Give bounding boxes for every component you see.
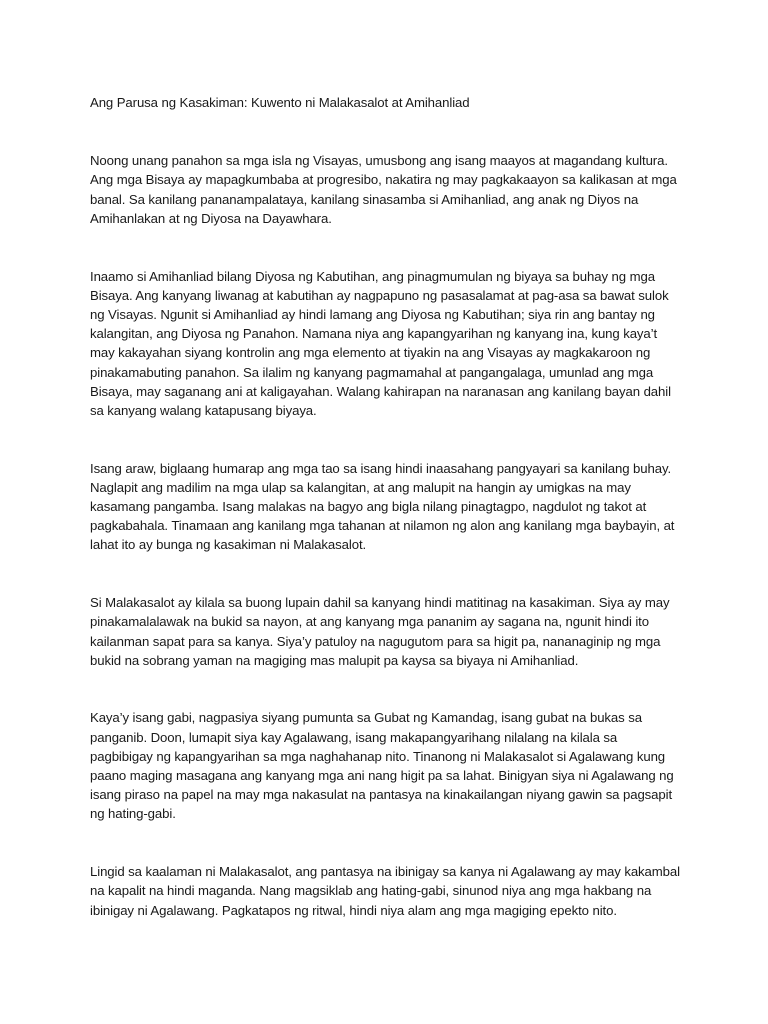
document-title: Ang Parusa ng Kasakiman: Kuwento ni Malakasalot at Amihanliad	[90, 95, 470, 110]
paragraph-2: Inaamo si Amihanliad bilang Diyosa ng Kabutihan, ang pinagmumulan ng biyaya sa buhay ng mga Bisaya. Ang kanyang liwanag at kabutihan ay nagpapuno ng pasasalamat at pag-asa sa bawat sulok ng Visayas. Ngunit si Amihanliad ay hindi lamang ang Diyosa ng Kabutihan; siya rin ang bantay ng kalangitan, ang Diyosa ng Panahon. Namana niya ang kapangyarihan ng kanyang ina, kung kaya’t may kakayahan siyang kontrolin ang mga elemento at tiyakin na ang Visayas ay magkakaroon ng pinakamabuting panahon. Sa ilalim ng kanyang pagmamahal at pangangalaga, umunlad ang mga Bisaya, may saganang ani at kaligayahan. Walang kahirapan na naranasan ang kanilang bayan dahil sa kanyang walang katapusang biyaya.	[90, 268, 671, 418]
paragraph-6: Lingid sa kaalaman ni Malakasalot, ang pantasya na ibinigay sa kanya ni Agalawang ay may kakambal na kapalit na hindi maganda. Nang magsiklab ang hating-gabi, sinunod niya ang mga hakbang na ibinigay ni Agalawang. Pagkatapos ng ritwal, hindi niya alam ang mga magiging epekto nito.	[90, 864, 680, 918]
paragraph-1: Noong unang panahon sa mga isla ng Visayas, umusbong ang isang maayos at magandang kultura. Ang mga Bisaya ay mapagkumbaba at progresibo, nakatira ng may pagkakaayon sa kalikasan at mga banal. Sa kanilang pananampalataya, kanilang sinasamba si Amihanliad, ang anak ng Diyos na Amihanlakan at ng Diyosa na Dayawhara.	[90, 153, 677, 226]
document-body	[90, 93, 680, 958]
paragraph-3: Isang araw, biglaang humarap ang mga tao sa isang hindi inaasahang pangyayari sa kanilang buhay. Naglapit ang madilim na mga ulap sa kalangitan, at ang malupit na hangin ay umigkas na may kasamang pangamba. Isang malakas na bagyo ang bigla nilang pinagtagpo, nagdulot ng takot at pagkabahala. Tinamaan ang kanilang mga tahanan at nilamon ng alon ang kanilang mga baybayin, at lahat ito ay bunga ng kasakiman ni Malakasalot.	[90, 460, 675, 553]
paragraph-4: Si Malakasalot ay kilala sa buong lupain dahil sa kanyang hindi matitinag na kasakiman. Siya ay may pinakamalalawak na bukid sa nayon, at ang kanyang mga pananim ay sagana na, ngunit hindi ito kailanman sapat para sa kanya. Siya’y patuloy na nagugutom para sa higit pa, nananaginip ng mga bukid na sobrang yaman na magiging mas malupit pa kaysa sa biyaya ni Amihanliad.	[90, 595, 670, 668]
paragraph-5: Kaya’y isang gabi, nagpasiya siyang pumunta sa Gubat ng Kamandag, isang gubat na bukas sa panganib. Doon, lumapit siya kay Agalawang, isang makapangyarihang nilalang na kilala sa pagbibigay ng kapangyarihan sa mga naghahanap nito. Tinanong ni Malakasalot si Agalawang kung paano maging masagana ang kanyang mga ani nang higit pa sa lahat. Binigyan siya ni Agalawang ng isang piraso na papel na may mga nakasulat na pantasya na kinakailangan niyang gawin sa pagsapit ng hating-gabi.	[90, 710, 674, 822]
